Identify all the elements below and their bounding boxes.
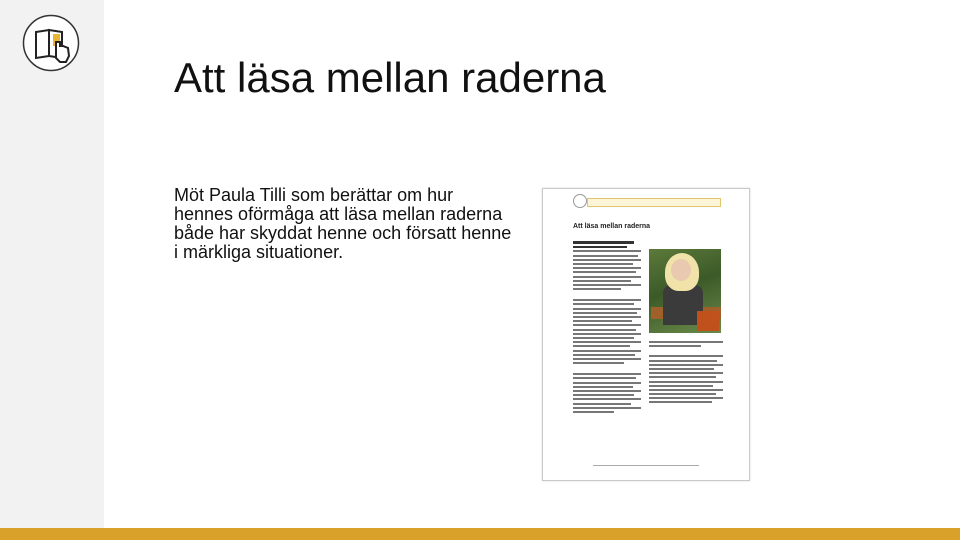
doc-header-bar xyxy=(587,198,721,207)
slide-body-text: Möt Paula Tilli som berättar om hur hennes oförmåga att läsa mellan raderna både har skyddat henne och försatt henne i märkliga situationer. xyxy=(174,185,512,262)
left-sidebar-panel xyxy=(0,0,104,528)
doc-footer-line xyxy=(593,465,699,466)
book-hand-icon xyxy=(22,14,80,72)
doc-text-column-left xyxy=(573,241,641,415)
doc-text-column-right xyxy=(649,341,723,406)
woman-on-bench-photo xyxy=(649,249,721,333)
doc-title: Att läsa mellan raderna xyxy=(573,223,651,230)
doc-logo-icon xyxy=(573,194,587,208)
slide-title: Att läsa mellan raderna xyxy=(174,54,606,101)
bottom-accent-bar xyxy=(0,528,960,540)
document-thumbnail xyxy=(542,188,750,481)
